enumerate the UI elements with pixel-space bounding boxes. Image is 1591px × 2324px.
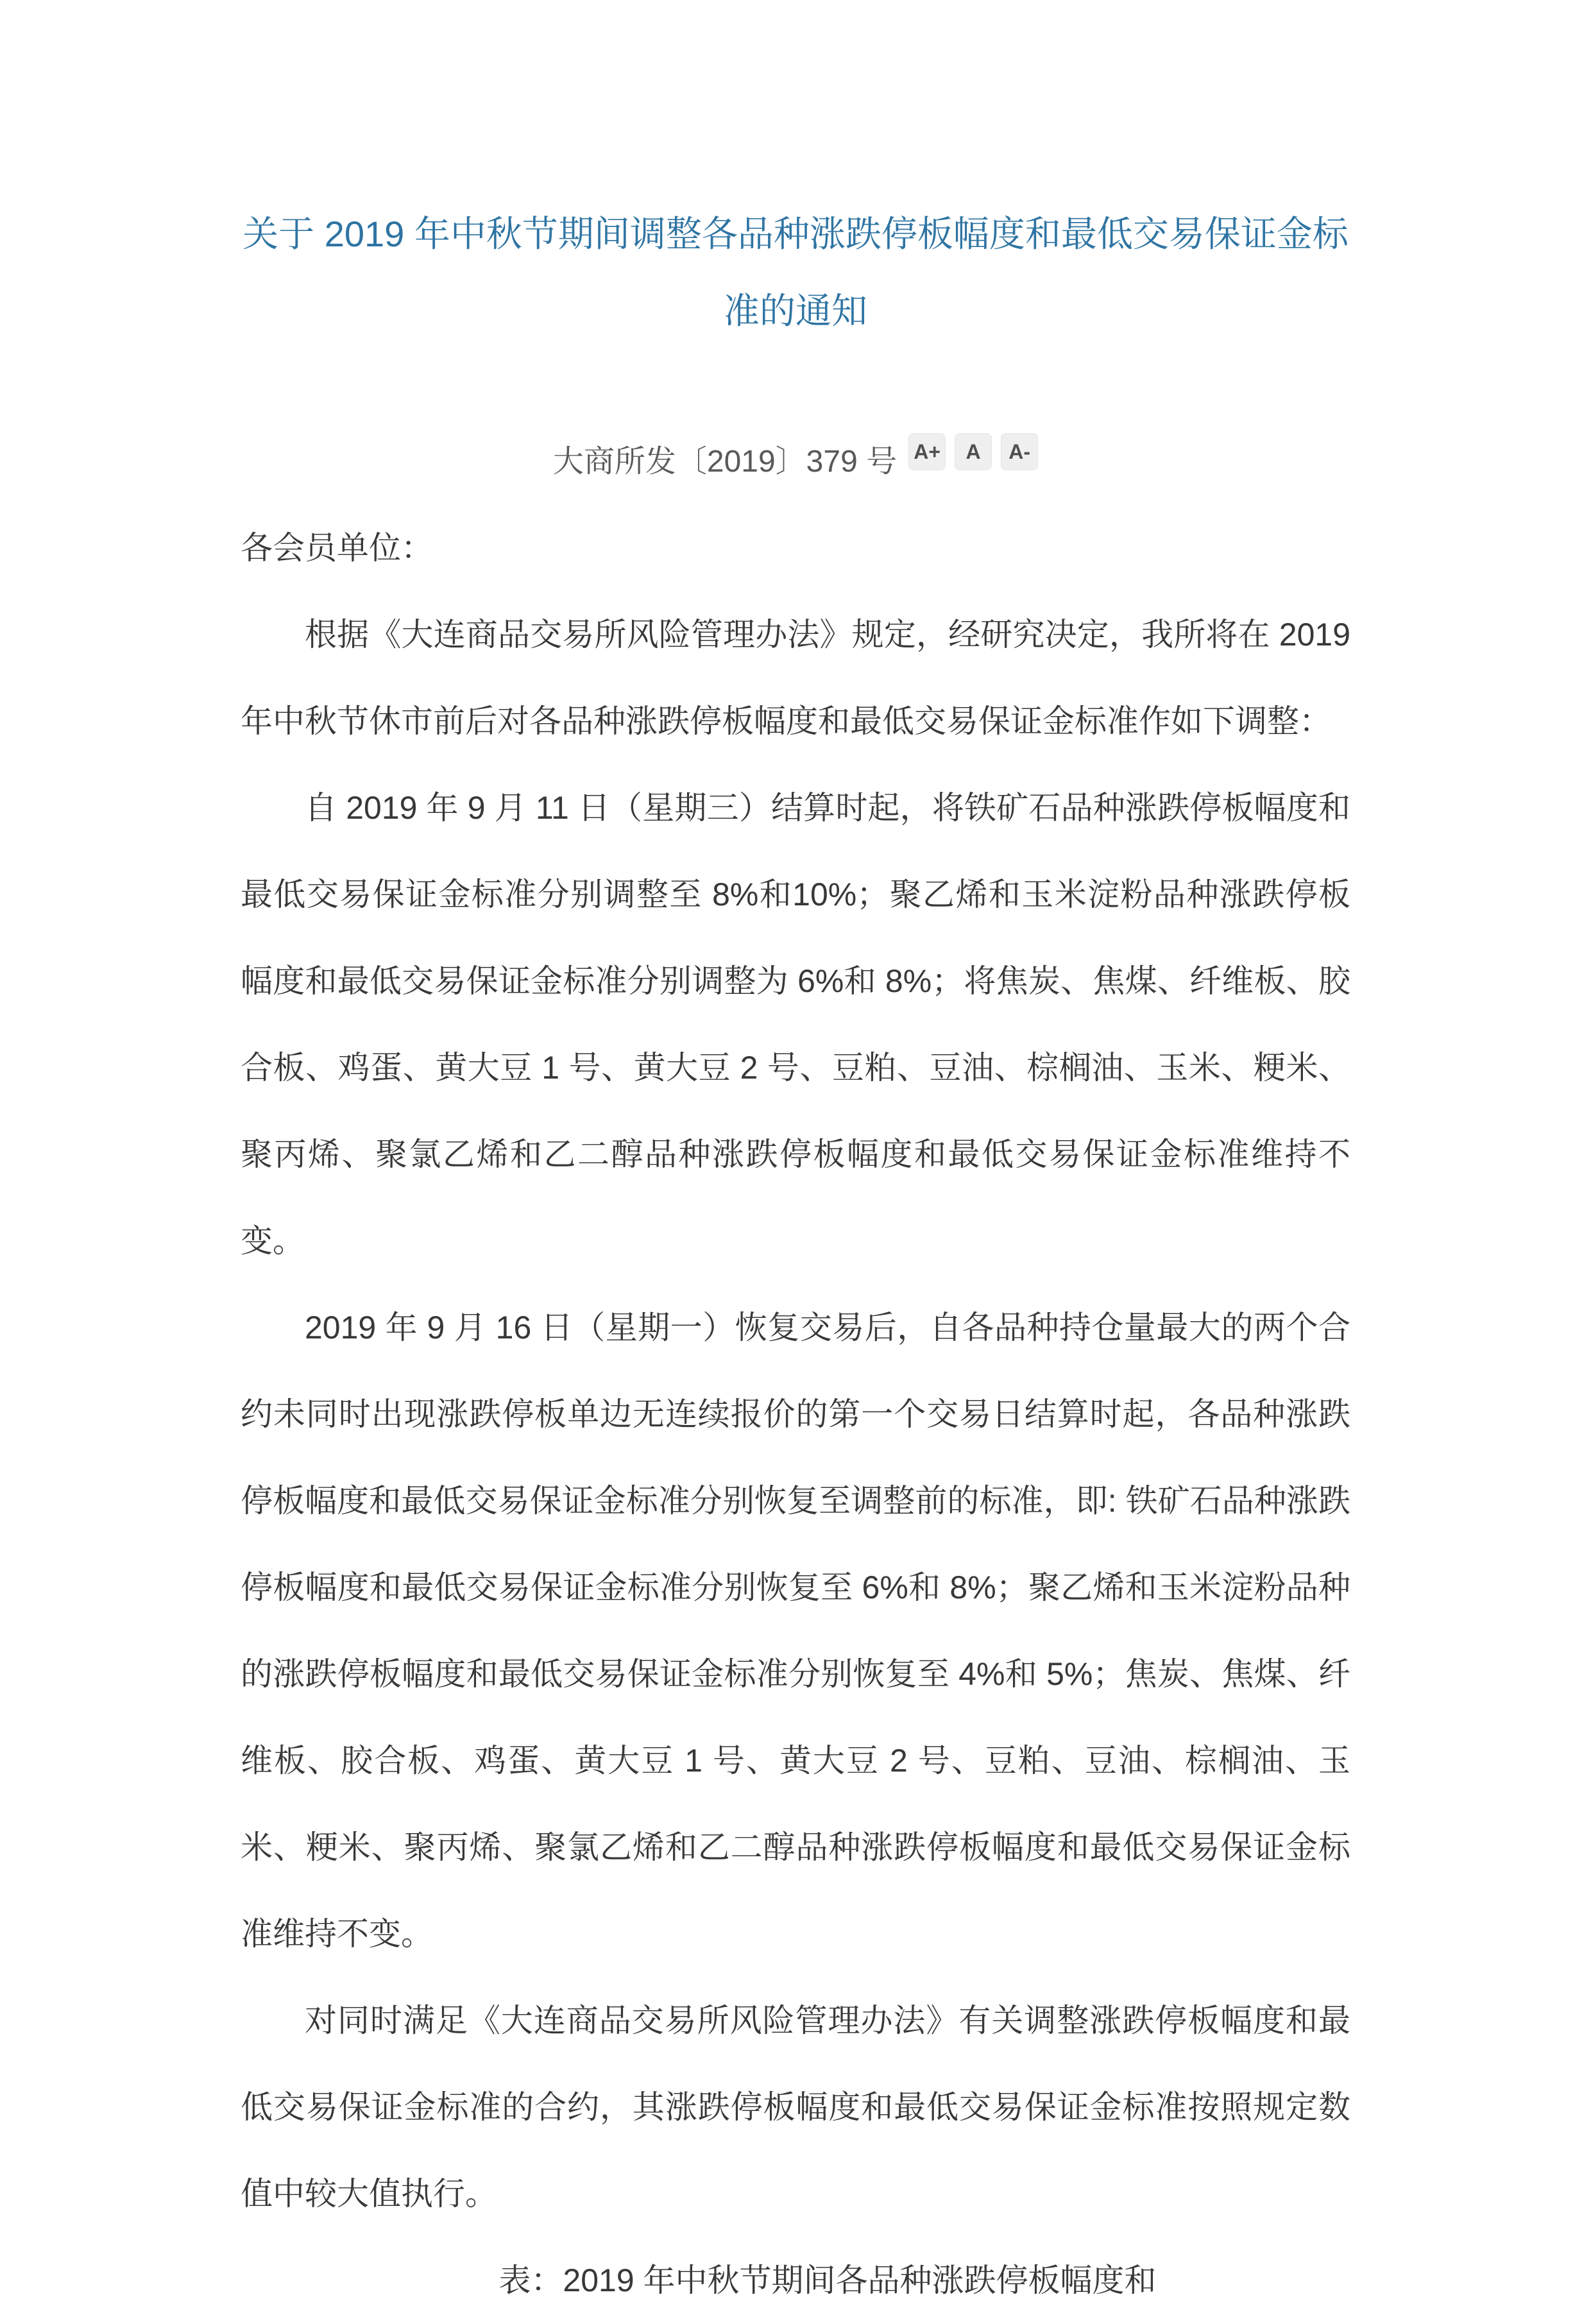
salutation: 各会员单位： [241,530,433,566]
font-size-decrease-button[interactable]: A- [1001,433,1038,470]
paragraph-execution-rule: 对同时满足《大连商品交易所风险管理办法》有关调整涨跌停板幅度和最低交易保证金标准的合约，其涨跌停板幅度和最低交易保证金标准按照规定数值中较大值执行。 [241,2003,1350,2212]
font-size-increase-button[interactable]: A+ [908,433,946,470]
document-body [241,505,1350,2324]
table-caption: 表：2019 年中秋节期间各品种涨跌停板幅度和 [498,2262,1157,2298]
document-title-line1: 关于 2019 年中秋节期间调整各品种涨跌停板幅度和最低交易保证金标 [242,214,1349,254]
paragraph-adjustment: 自 2019 年 9 月 11 日（星期三）结算时起，将铁矿石品种涨跌停板幅度和最低交易保证金标准分别调整至 8%和10%；聚乙烯和玉米淀粉品种涨跌停板幅度和最低交易保证金标准分别调整为 6%和 8%；将焦炭、焦煤、纤维板、胶合板、鸡蛋、黄大豆 1 号、黄大豆 2 号、豆粕、豆油、棕榈油、玉米、粳米、聚丙烯、聚氯乙烯和乙二醇品种涨跌停板幅度和最低交易保证金标准维持不变。 [241,790,1350,1259]
document-title [241,196,1350,350]
paragraph-basis: 根据《大连商品交易所风险管理办法》规定，经研究决定，我所将在 2019 年中秋节休市前后对各品种涨跌停板幅度和最低交易保证金标准作如下调整： [241,617,1350,739]
paragraph-restoration: 2019 年 9 月 16 日（星期一）恢复交易后，自各品种持仓量最大的两个合约未同时出现涨跌停板单边无连续报价的第一个交易日结算时起，各品种涨跌停板幅度和最低交易保证金标准分别恢复至调整前的标准，即: 铁矿石品种涨跌停板幅度和最低交易保证金标准分别恢复至 6%和 8%；聚乙烯和玉米淀粉品种的涨跌停板幅度和最低交易保证金标准分别恢复至 4%和 5%；焦炭、焦煤、纤维板、胶合板、鸡蛋、黄大豆 1 号、黄大豆 2 号、豆粕、豆油、棕榈油、玉米、粳米、聚丙烯、聚氯乙烯和乙二醇品种涨跌停板幅度和最低交易保证金标准维持不变。 [241,1310,1350,1952]
doc-number: 大商所发〔2019〕379 号 [552,444,898,479]
doc-number-row [241,440,1350,477]
font-size-normal-button[interactable]: A [955,433,992,470]
document-title-line2: 准的通知 [724,291,867,331]
